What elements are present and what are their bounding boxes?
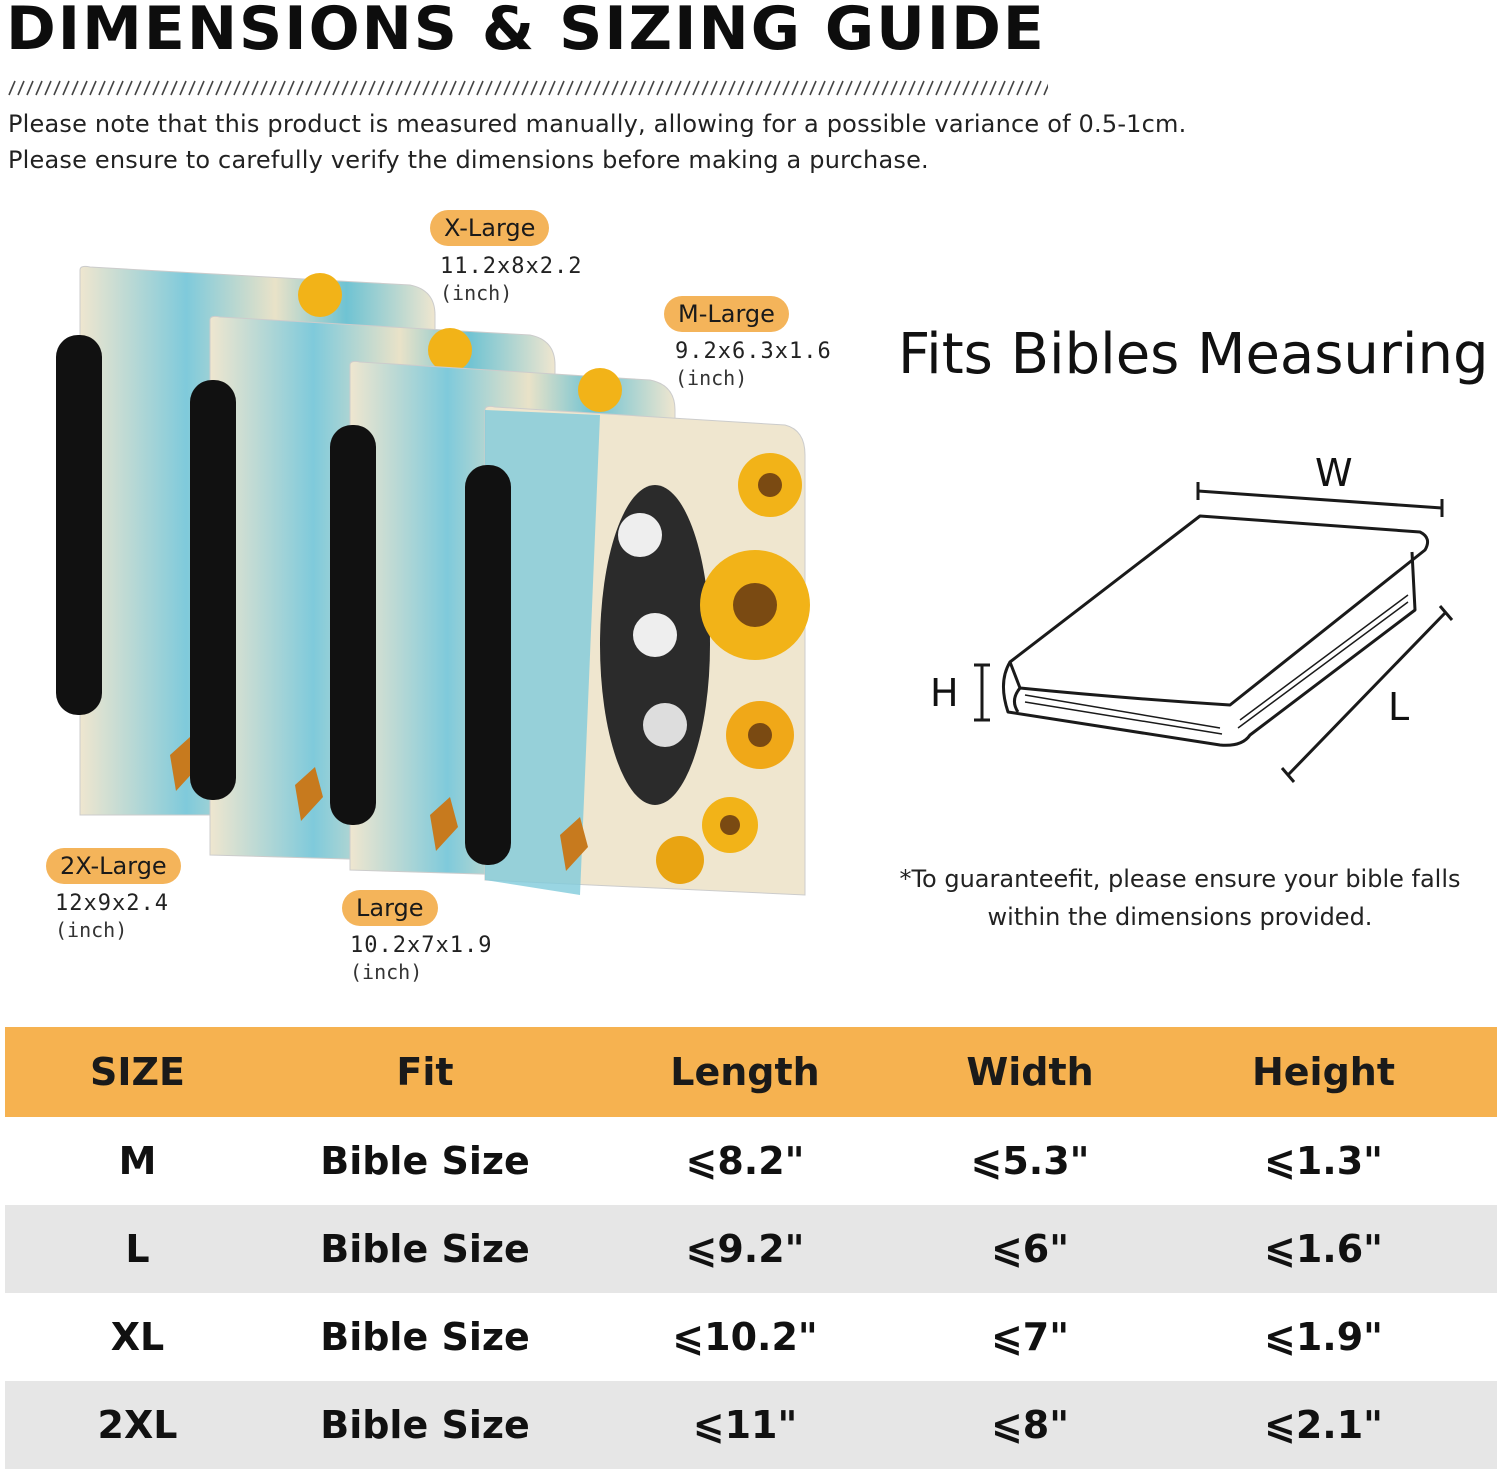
book-dimension-diagram: [920, 450, 1480, 790]
cell-width: ⩽5.3": [970, 1139, 1090, 1183]
table-row: [5, 1381, 1497, 1469]
cell-height: ⩽1.3": [1264, 1139, 1383, 1183]
cell-size: L: [5, 1205, 270, 1293]
cell-length: ⩽9.2": [580, 1205, 910, 1293]
cell-size: 2XL: [5, 1381, 270, 1469]
cell-fit: Bible Size: [320, 1315, 530, 1359]
unit-x-large: (inch): [440, 281, 513, 305]
hatch-divider: [8, 80, 1048, 96]
cover-m-large: [465, 406, 810, 895]
height-label: H: [930, 671, 959, 715]
cell-length: ⩽11": [580, 1381, 910, 1469]
size-table: [5, 1027, 1497, 1469]
cell-width: ⩽7": [990, 1315, 1070, 1359]
cell-length: ⩽10.2": [672, 1315, 818, 1359]
badge-large: Large: [342, 890, 438, 926]
length-label: L: [1388, 685, 1410, 729]
dims-x-large: 11.2x8x2.2: [440, 254, 583, 279]
cell-width: ⩽6": [910, 1205, 1150, 1293]
dims-m-large: 9.2x6.3x1.6: [675, 339, 832, 364]
table-row: [5, 1293, 1497, 1381]
badge-2x-large: 2X-Large: [46, 848, 181, 884]
dims-large: 10.2x7x1.9: [350, 933, 493, 958]
unit-large: (inch): [350, 960, 423, 984]
col-header-size: SIZE: [5, 1027, 270, 1117]
guarantee-line-1: *To guaranteefit, please ensure your bible falls: [899, 865, 1461, 893]
measurement-note: Please note that this product is measured manually, allowing for a possible variance of 0.5-1cm.: [8, 110, 1187, 138]
badge-x-large: X-Large: [430, 210, 549, 246]
page-title: DIMENSIONS & SIZING GUIDE: [6, 0, 1046, 64]
cell-size: M: [118, 1139, 157, 1183]
cell-fit: Bible Size: [320, 1139, 530, 1183]
cell-height: ⩽1.9": [1264, 1315, 1383, 1359]
cell-width: ⩽8": [910, 1381, 1150, 1469]
dims-2x-large: 12x9x2.4: [55, 891, 169, 916]
cell-height: ⩽1.6": [1150, 1205, 1497, 1293]
guarantee-note: [870, 860, 1490, 936]
col-header-width: Width: [910, 1027, 1150, 1117]
fits-heading: Fits Bibles Measuring: [898, 322, 1489, 387]
cell-fit: Bible Size: [270, 1381, 580, 1469]
col-header-height: Height: [1150, 1027, 1497, 1117]
table-row: [5, 1117, 1497, 1205]
verify-note: Please ensure to carefully verify the dimensions before making a purchase.: [8, 146, 929, 174]
cell-height: ⩽2.1": [1150, 1381, 1497, 1469]
table-header-row: [5, 1027, 1497, 1117]
cell-size: XL: [110, 1315, 165, 1359]
width-label: W: [1315, 451, 1353, 495]
guarantee-line-2: within the dimensions provided.: [987, 903, 1373, 931]
table-row: [5, 1205, 1497, 1293]
badge-m-large: M-Large: [664, 296, 789, 332]
unit-2x-large: (inch): [55, 918, 128, 942]
col-header-length: Length: [580, 1027, 910, 1117]
cell-length: ⩽8.2": [685, 1139, 805, 1183]
col-header-fit: Fit: [270, 1027, 580, 1117]
unit-m-large: (inch): [675, 366, 748, 390]
cell-fit: Bible Size: [270, 1205, 580, 1293]
